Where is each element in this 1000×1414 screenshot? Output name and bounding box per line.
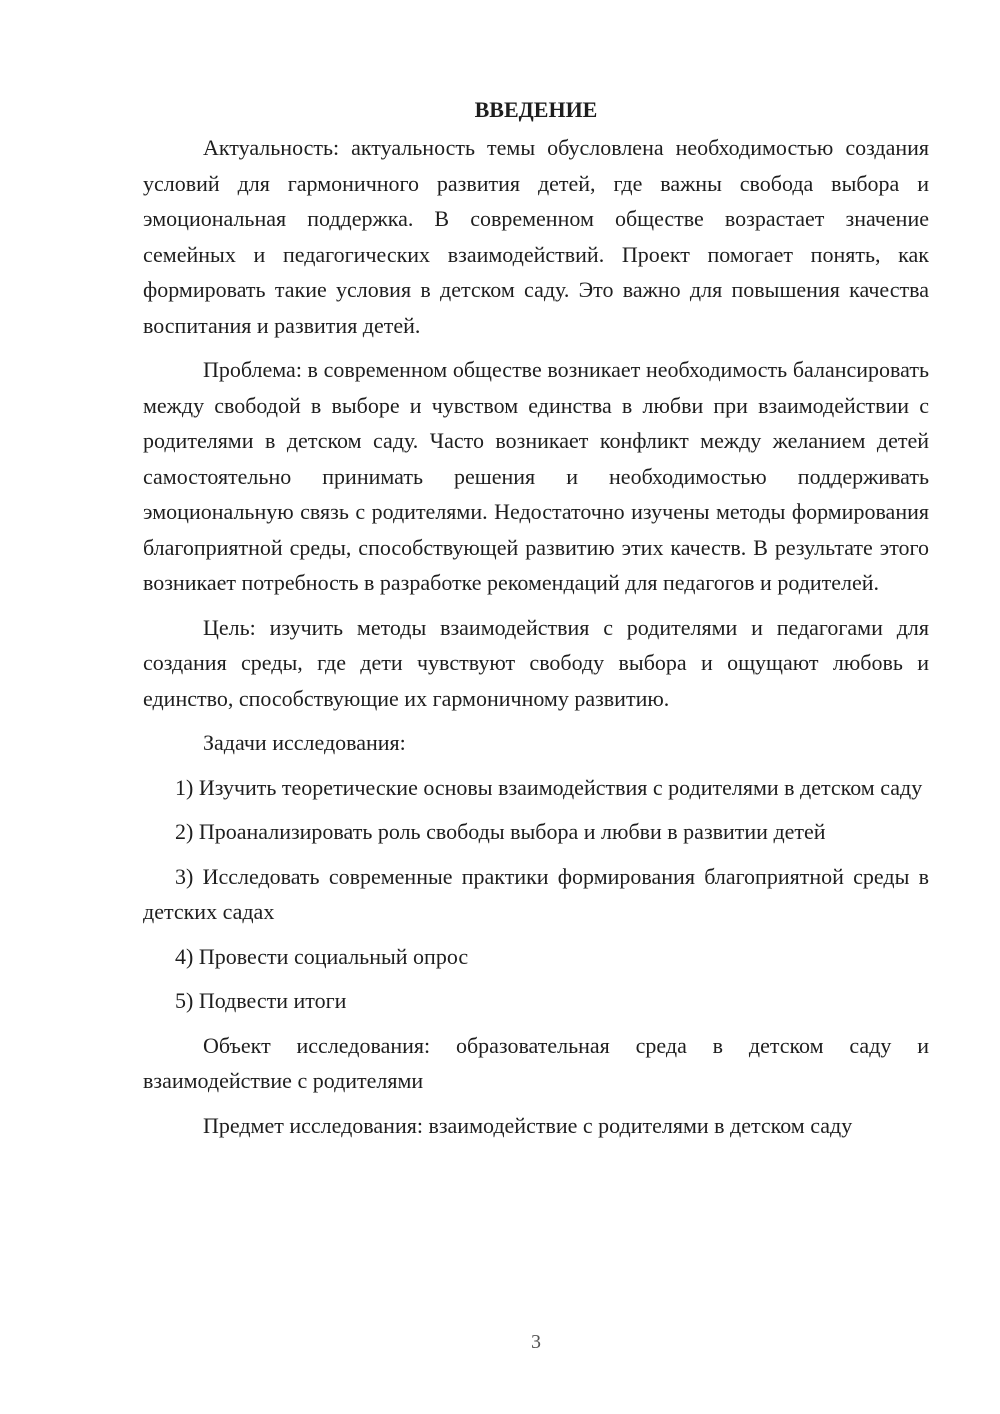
paragraph-problem: Проблема: в современном обществе возникает необходимость балансировать между свободой в выборе и чувством единства в любви при взаимодействии с родителями в детском саду. Часто возникает конфликт между желанием детей самостоятельно принимать решения и необходимостью поддерживать эмоциональную связь с родителями. Недостаточно изучены методы формирования благоприятной среды, способствующей развитию этих качеств. В результате этого возникает потребность в разработке рекомендаций для педагогов и родителей. bbox=[143, 357, 929, 595]
paragraph-goal: Цель: изучить методы взаимодействия с родителями и педагогами для создания среды, где дети чувствуют свободу выбора и ощущают любовь и единство, способствующие их гармоничному развитию. bbox=[143, 614, 929, 711]
task-item-1: 1) Изучить теоретические основы взаимодействия с родителями в детском саду bbox=[175, 774, 923, 800]
page-number: 3 bbox=[531, 1331, 541, 1353]
task-item-5: 5) Подвести итоги bbox=[175, 988, 347, 1013]
paragraph-subject: Предмет исследования: взаимодействие с родителями в детском саду bbox=[203, 1112, 853, 1138]
task-item-3: 3) Исследовать современные практики формирования благоприятной среды в детских садах bbox=[143, 863, 929, 924]
paragraph-relevance: Актуальность: актуальность темы обусловлена необходимостью создания условий для гармоничного развития детей, где важны свобода выбора и эмоциональная поддержка. В современном обществе возрастает значение семейных и педагогических взаимодействий. Проект помогает понять, как формировать такие условия в детском саду. Это важно для повышения качества воспитания и развития детей. bbox=[143, 135, 929, 338]
task-item-4: 4) Провести социальный опрос bbox=[175, 943, 469, 969]
section-title: ВВЕДЕНИЕ bbox=[474, 97, 598, 122]
task-item-2: 2) Проанализировать роль свободы выбора и любви в развитии детей bbox=[175, 819, 826, 844]
paragraph-object: Объект исследования: образовательная среда в детском саду и взаимодействие с родителями bbox=[143, 1032, 929, 1093]
tasks-heading: Задачи исследования: bbox=[203, 730, 406, 755]
page-content bbox=[143, 92, 929, 1143]
